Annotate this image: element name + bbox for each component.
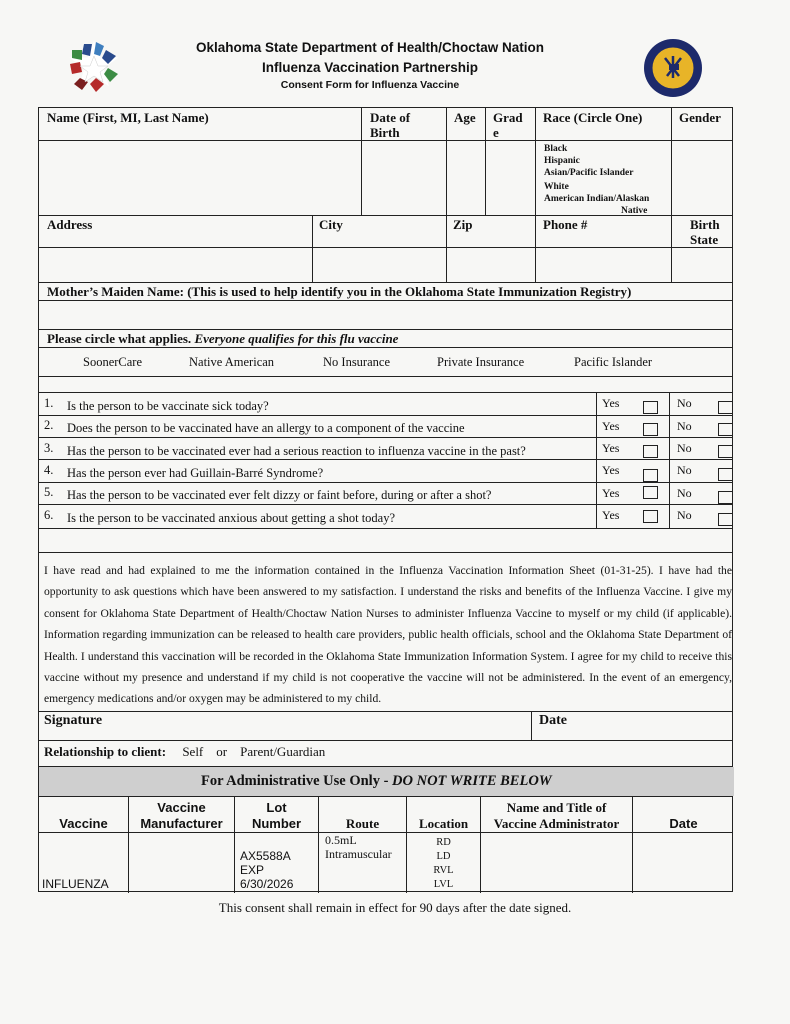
gender-input[interactable] <box>671 140 734 214</box>
relationship-label: Relationship to client: <box>44 744 167 759</box>
header-agency-title: Oklahoma State Department of Health/Choctaw Nation <box>195 40 545 55</box>
route-method: Intramuscular <box>325 847 392 861</box>
col-route: Route <box>345 816 380 831</box>
col-administrator-line2: Vaccine Administrator <box>493 816 620 831</box>
question-number: 1. <box>44 396 54 410</box>
maiden-name-input[interactable] <box>39 301 734 328</box>
yes-checkbox-q5[interactable] <box>643 486 658 499</box>
address-input[interactable] <box>39 248 311 281</box>
col-vaccine: Vaccine <box>59 816 108 831</box>
manufacturer-input[interactable] <box>130 833 233 891</box>
header-partnership-title: Influenza Vaccination Partnership <box>261 60 479 75</box>
exp-date-value: 6/30/2026 <box>240 877 294 891</box>
location-rd[interactable]: RD <box>436 837 451 848</box>
address-label: Address <box>47 217 93 232</box>
col-date: Date <box>669 816 698 831</box>
yes-checkbox-q1[interactable] <box>643 401 658 414</box>
no-checkbox-q1[interactable] <box>718 401 733 414</box>
admin-title: For Administrative Use Only - DO NOT WRITE BELOW <box>201 773 552 789</box>
administrator-input[interactable] <box>482 833 631 891</box>
zip-label: Zip <box>453 217 473 232</box>
yes-label: Yes <box>602 508 620 522</box>
route-dose: 0.5mL <box>325 833 357 847</box>
relationship-self[interactable]: Self <box>182 744 204 759</box>
admin-date-input[interactable] <box>634 833 732 891</box>
age-label: Age <box>454 110 476 125</box>
birth-state-input[interactable] <box>672 248 734 281</box>
relationship-row <box>44 744 325 760</box>
exp-label: EXP <box>240 863 265 877</box>
yes-label: Yes <box>602 419 620 433</box>
location-ld[interactable]: LD <box>436 851 451 862</box>
option-no-insurance[interactable]: No Insurance <box>323 355 390 369</box>
col-lot-line2: Number <box>251 816 302 831</box>
dob-input[interactable] <box>362 140 446 214</box>
dob-label-line2: Birth <box>370 125 400 140</box>
no-label: No <box>677 396 692 410</box>
header-form-title: Consent Form for Influenza Vaccine <box>280 79 460 91</box>
yes-label: Yes <box>602 396 620 410</box>
col-administrator: Name and Title of <box>506 800 607 815</box>
phone-input[interactable] <box>536 248 670 281</box>
no-label: No <box>677 463 692 477</box>
race-option-american-indian[interactable]: American Indian/Alaskan <box>544 194 650 204</box>
no-label: No <box>677 508 692 522</box>
grade-label-line2: e <box>493 125 499 140</box>
question-text: Has the person to be vaccinated ever felt dizzy or faint before, during or after a shot? <box>67 488 492 502</box>
gender-label: Gender <box>679 110 721 125</box>
phone-label: Phone # <box>543 217 588 232</box>
col-manufacturer-line2: Manufacturer <box>140 816 223 831</box>
yes-label: Yes <box>602 441 620 455</box>
consent-paragraph: I have read and had explained to me the information contained in the Influenza Vaccination Information Sheet (01-31-25). I have had the opportunity to ask questions which have been answered to my satisfaction. I understand the risks and benefits of the Influenza Vaccine. I give my consent for Oklahoma State Department of Health/Choctaw Nation Nurses to administer Influenza Vaccine to myself or my child (if applicable). Information regarding immunization can be released to health care providers, public health officials, school and the Oklahoma State Department of Health. I understand this vaccination will be recorded in the Oklahoma State Immunization Information System. I agree for my child to receive this vaccine without my presence and understand if my child is not cooperative the vaccine will not be administered. In the event of an emergency, emergency medications and/or oxygen may be administered to my child. <box>44 564 732 706</box>
name-label: Name (First, MI, Last Name) <box>47 110 209 125</box>
yes-checkbox-q3[interactable] <box>643 445 658 458</box>
age-input[interactable] <box>447 140 485 214</box>
grade-input[interactable] <box>486 140 535 214</box>
signature-input[interactable] <box>119 712 529 738</box>
race-option-asian-pacific[interactable]: Asian/Pacific Islander <box>544 168 634 178</box>
no-checkbox-q4[interactable] <box>718 468 733 481</box>
lot-number-value: AX5588A <box>240 849 291 863</box>
race-option-hispanic[interactable]: Hispanic <box>544 156 580 166</box>
col-manufacturer: Vaccine <box>157 800 206 815</box>
osdh-star-logo <box>66 38 122 94</box>
no-checkbox-q3[interactable] <box>718 445 733 458</box>
maiden-name-label: Mother’s Maiden Name: (This is used to help identify you in the Oklahoma State Immunization Registry) <box>47 284 632 299</box>
question-text: Has the person to be vaccinated ever had a serious reaction to influenza vaccine in the past? <box>67 444 526 458</box>
option-soonercare[interactable]: SoonerCare <box>83 355 143 369</box>
col-lot: Lot <box>266 800 287 815</box>
footer-note: This consent shall remain in effect for 90 days after the date signed. <box>218 900 572 915</box>
no-checkbox-q5[interactable] <box>718 491 733 504</box>
circle-prompt-italic: Everyone qualifies for this flu vaccine <box>194 331 399 346</box>
grade-label: Grad <box>493 110 523 125</box>
no-checkbox-q2[interactable] <box>718 423 733 436</box>
birth-state-label: Birth <box>690 217 720 232</box>
no-label: No <box>677 486 692 500</box>
col-location: Location <box>418 816 469 831</box>
no-label: No <box>677 419 692 433</box>
date-label: Date <box>539 713 567 728</box>
choctaw-nation-seal <box>643 38 703 98</box>
relationship-or: or <box>216 744 228 759</box>
question-number: 6. <box>44 508 54 522</box>
question-number: 3. <box>44 441 54 455</box>
option-pacific-islander[interactable]: Pacific Islander <box>574 355 653 369</box>
no-checkbox-q6[interactable] <box>718 513 733 526</box>
question-number: 5. <box>44 485 54 499</box>
yes-label: Yes <box>602 463 620 477</box>
signature-label: Signature <box>44 713 103 728</box>
question-text: Is the person to be vaccinated anxious about getting a shot today? <box>67 511 396 525</box>
city-input[interactable] <box>313 248 445 281</box>
question-number: 4. <box>44 463 54 477</box>
yes-label: Yes <box>602 486 620 500</box>
race-option-black[interactable]: Black <box>544 144 568 154</box>
yes-checkbox-q2[interactable] <box>643 423 658 436</box>
consent-form <box>38 107 733 892</box>
question-text: Does the person to be vaccinated have an allergy to a component of the vaccine <box>67 421 465 435</box>
race-label: Race (Circle One) <box>543 110 643 125</box>
question-text: Has the person ever had Guillain-Barré Syndrome? <box>67 466 324 480</box>
relationship-parent-guardian[interactable]: Parent/Guardian <box>240 744 326 759</box>
yes-checkbox-q4[interactable] <box>643 469 658 482</box>
circle-prompt: Please circle what applies. Everyone qualifies for this flu vaccine <box>47 331 399 346</box>
question-number: 2. <box>44 418 54 432</box>
vaccine-value: INFLUENZA <box>42 877 109 891</box>
race-option-white[interactable]: White <box>544 182 569 192</box>
no-label: No <box>677 441 692 455</box>
admin-title-italic: DO NOT WRITE BELOW <box>392 773 552 789</box>
location-lvl[interactable]: LVL <box>433 879 454 890</box>
city-label: City <box>319 217 343 232</box>
yes-checkbox-q6[interactable] <box>643 510 658 523</box>
race-option-native: Native <box>621 206 648 216</box>
dob-label: Date of <box>370 110 411 125</box>
zip-input[interactable] <box>447 248 535 281</box>
option-private-insurance[interactable]: Private Insurance <box>437 355 525 369</box>
date-input[interactable] <box>579 712 729 738</box>
name-input[interactable] <box>39 140 361 214</box>
option-native-american[interactable]: Native American <box>189 355 275 369</box>
birth-state-label-line2: State <box>690 232 719 247</box>
question-text: Is the person to be vaccinate sick today? <box>67 399 269 413</box>
location-rvl[interactable]: RVL <box>433 865 454 876</box>
